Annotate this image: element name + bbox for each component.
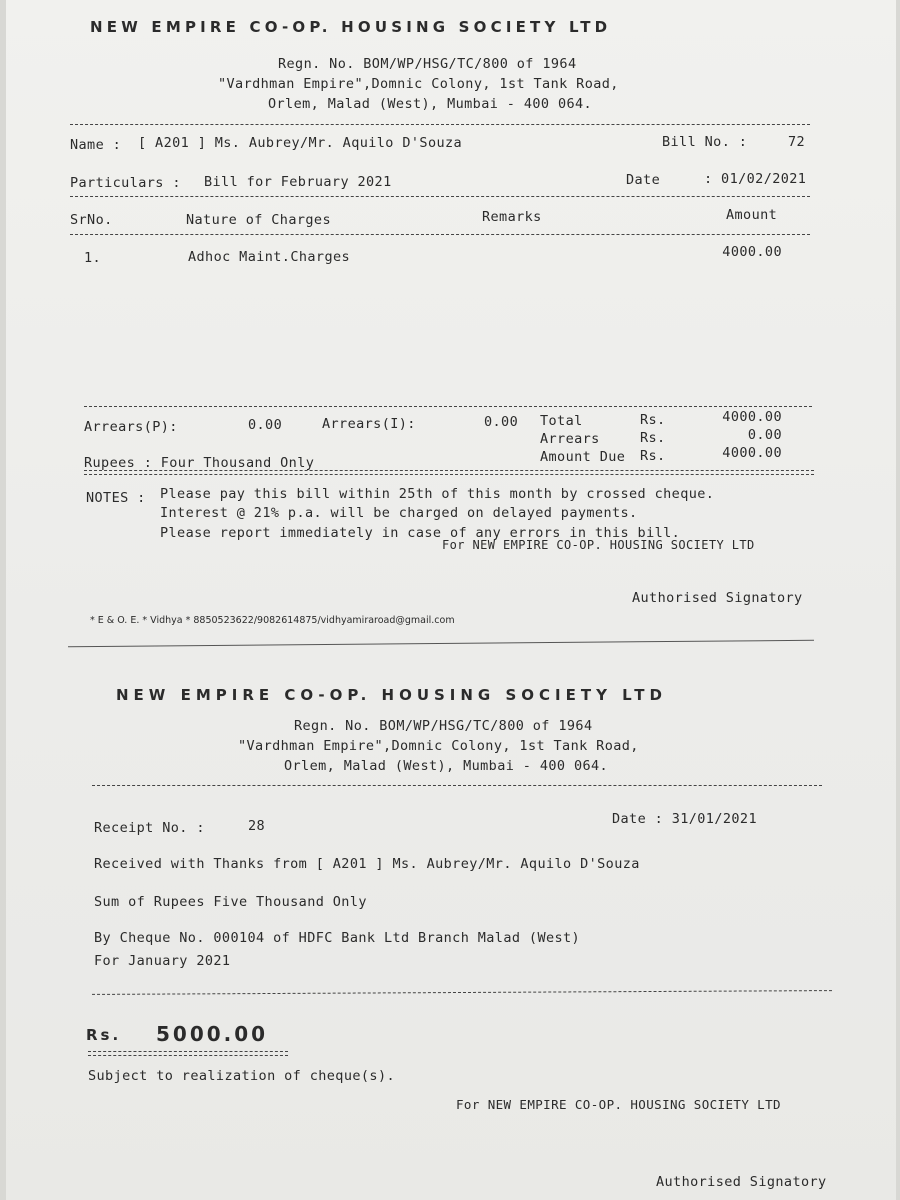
particulars-value: Bill for February 2021 xyxy=(204,174,392,190)
received-from: Received with Thanks from [ A201 ] Ms. Aubrey/Mr. Aquilo D'Souza xyxy=(94,856,640,872)
total-amount: 4000.00 xyxy=(722,409,782,425)
arrears-p-value: 0.00 xyxy=(248,417,283,433)
receipt-address-line1: "Vardhman Empire",Domnic Colony, 1st Tank Road, xyxy=(238,738,639,754)
bill-address-line2: Orlem, Malad (West), Mumbai - 400 064. xyxy=(268,96,593,112)
note-line-1: Please pay this bill within 25th of this month by crossed cheque. xyxy=(160,486,715,502)
arrears-amount: 0.00 xyxy=(747,427,782,443)
bill-no-label: Bill No. : xyxy=(662,134,748,150)
cut-line xyxy=(68,640,814,648)
notes-label: NOTES : xyxy=(86,490,146,506)
column-header-amount: Amount xyxy=(726,207,778,223)
note-line-2: Interest @ 21% p.a. will be charged on delayed payments. xyxy=(160,505,638,521)
arrears-i-label: Arrears(I): xyxy=(322,416,416,432)
bill-society-name: NEW EMPIRE CO-OP. HOUSING SOCIETY LTD xyxy=(90,18,612,36)
bill-date: : 01/02/2021 xyxy=(704,171,807,187)
amount-due-currency: Rs. xyxy=(640,448,666,464)
receipt-no-label: Receipt No. : xyxy=(94,820,205,836)
receipt-period: For January 2021 xyxy=(94,953,231,969)
arrears-i-value: 0.00 xyxy=(484,414,519,430)
sum-in-words: Sum of Rupees Five Thousand Only xyxy=(94,894,367,910)
receipt-amount: 5000.00 xyxy=(156,1022,269,1046)
receipt-for-society: For NEW EMPIRE CO-OP. HOUSING SOCIETY LTD xyxy=(456,1097,781,1112)
name-label: Name : xyxy=(70,137,122,153)
divider xyxy=(70,234,810,235)
divider xyxy=(70,196,810,197)
rupees-in-words: Rupees : Four Thousand Only xyxy=(84,455,315,471)
member-name: [ A201 ] Ms. Aubrey/Mr. Aquilo D'Souza xyxy=(138,135,463,151)
divider xyxy=(84,406,812,407)
subject-to-realization: Subject to realization of cheque(s). xyxy=(88,1068,395,1084)
receipt-regn: Regn. No. BOM/WP/HSG/TC/800 of 1964 xyxy=(294,718,593,734)
column-header-srno: SrNo. xyxy=(70,212,113,228)
bill-date-label: Date xyxy=(626,172,661,188)
document-page xyxy=(6,0,896,1200)
arrears-p-label: Arrears(P): xyxy=(84,419,178,435)
receipt-number: 28 xyxy=(248,818,266,834)
arrears-currency: Rs. xyxy=(640,430,666,446)
double-divider xyxy=(84,470,814,475)
receipt-society-name: NEW EMPIRE CO-OP. HOUSING SOCIETY LTD xyxy=(116,686,667,704)
column-header-remarks: Remarks xyxy=(482,209,542,225)
bill-footer: * E & O. E. * Vidhya * 8850523622/9082614875/vidhyamiraroad@gmail.com xyxy=(90,615,455,626)
receipt-authorised-signatory: Authorised Signatory xyxy=(656,1174,827,1190)
divider xyxy=(92,990,832,995)
particulars-label: Particulars : xyxy=(70,175,181,191)
receipt-date: Date : 31/01/2021 xyxy=(612,811,757,827)
bill-regn: Regn. No. BOM/WP/HSG/TC/800 of 1964 xyxy=(278,56,577,72)
row-srno: 1. xyxy=(84,250,102,266)
amount-underline xyxy=(88,1051,288,1056)
amount-due-label: Amount Due xyxy=(540,449,626,465)
total-currency: Rs. xyxy=(640,412,666,428)
row-nature: Adhoc Maint.Charges xyxy=(188,249,351,265)
bill-authorised-signatory: Authorised Signatory xyxy=(632,590,803,606)
receipt-address-line2: Orlem, Malad (West), Mumbai - 400 064. xyxy=(284,758,609,774)
row-amount: 4000.00 xyxy=(722,244,782,260)
column-header-nature: Nature of Charges xyxy=(186,212,331,228)
divider xyxy=(92,785,822,786)
cheque-details: By Cheque No. 000104 of HDFC Bank Ltd Branch Malad (West) xyxy=(94,930,581,946)
divider xyxy=(70,124,810,125)
bill-for-society: For NEW EMPIRE CO-OP. HOUSING SOCIETY LTD xyxy=(442,538,755,552)
bill-address-line1: "Vardhman Empire",Domnic Colony, 1st Tank Road, xyxy=(218,76,619,92)
amount-due: 4000.00 xyxy=(722,445,782,461)
note-line-3: Please report immediately in case of any errors in this bill. xyxy=(160,525,681,541)
bill-number: 72 xyxy=(788,134,806,150)
total-label: Total xyxy=(540,413,583,429)
arrears-label: Arrears xyxy=(540,431,600,447)
receipt-rs-label: Rs. xyxy=(86,1026,122,1044)
